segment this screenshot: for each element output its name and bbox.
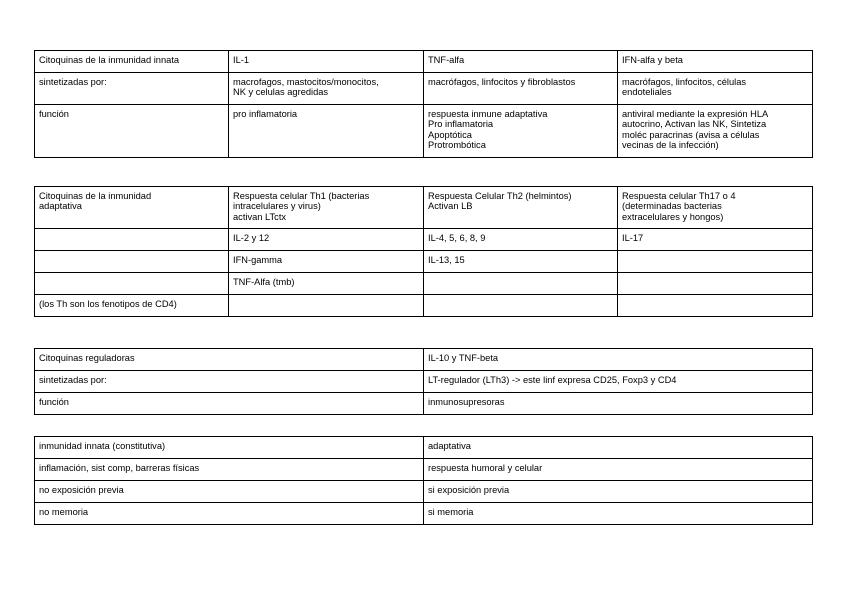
table-cell: IL-4, 5, 6, 8, 9	[424, 229, 618, 251]
table-cell	[424, 295, 618, 317]
table-cell: IFN-gamma	[229, 251, 424, 273]
table-row	[35, 295, 813, 317]
table-cell: LT-regulador (LTh3) -> este linf expresa CD25, Foxp3 y CD4	[424, 371, 813, 393]
table-cell: IL-2 y 12	[229, 229, 424, 251]
table-cell: función	[35, 105, 229, 158]
table-cell: macrofagos, mastocitos/monocitos, NK y celulas agredidas	[229, 73, 424, 105]
table-row	[35, 371, 813, 393]
table-row	[35, 503, 813, 525]
table-cell	[618, 273, 813, 295]
table-cell: IL-17	[618, 229, 813, 251]
table-cell: antiviral mediante la expresión HLA autocrino, Activan las NK, Sintetiza moléc paracrinas (avisa a células vecinas de la infección)	[618, 105, 813, 158]
table-cell: Citoquinas reguladoras	[35, 349, 424, 371]
table-cell	[229, 295, 424, 317]
table-cell: Respuesta Celular Th2 (helmintos) Activan LB	[424, 187, 618, 229]
table-cell: IL-10 y TNF-beta	[424, 349, 813, 371]
table-cell: Respuesta celular Th17 o 4 (determinadas bacterias extracelulares y hongos)	[618, 187, 813, 229]
table-cell: si memoria	[424, 503, 813, 525]
table-cell: (los Th son los fenotipos de CD4)	[35, 295, 229, 317]
table-cell	[618, 251, 813, 273]
table-cell: TNF-alfa	[424, 51, 618, 73]
table-row	[35, 51, 813, 73]
table-row	[35, 437, 813, 459]
table-cell: inflamación, sist comp, barreras físicas	[35, 459, 424, 481]
table-cell: IL-1	[229, 51, 424, 73]
table-cell: respuesta humoral y celular	[424, 459, 813, 481]
regulatory-cytokines-table	[34, 348, 813, 415]
table-cell: si exposición previa	[424, 481, 813, 503]
table-cell: respuesta inmune adaptativa Pro inflamatoria Apoptótica Protrombótica	[424, 105, 618, 158]
table-cell	[35, 251, 229, 273]
table-cell	[35, 229, 229, 251]
innate-cytokines-table	[34, 50, 813, 158]
table-row	[35, 481, 813, 503]
table-cell: no exposición previa	[35, 481, 424, 503]
table-cell: macrófagos, linfocitos, células endoteliales	[618, 73, 813, 105]
table-cell: pro inflamatoria	[229, 105, 424, 158]
table-row	[35, 73, 813, 105]
adaptive-cytokines-table	[34, 186, 813, 317]
table-row	[35, 229, 813, 251]
table-row	[35, 349, 813, 371]
immunity-comparison-table	[34, 436, 813, 525]
table-cell: adaptativa	[424, 437, 813, 459]
table-row	[35, 105, 813, 158]
table-row	[35, 251, 813, 273]
table-cell: inmunosupresoras	[424, 393, 813, 415]
table-cell: Citoquinas de la inmunidad adaptativa	[35, 187, 229, 229]
table-cell	[35, 273, 229, 295]
table-cell: Respuesta celular Th1 (bacterias intracelulares y virus) activan LTctx	[229, 187, 424, 229]
table-cell: IL-13, 15	[424, 251, 618, 273]
table-row	[35, 393, 813, 415]
table-cell: sintetizadas por:	[35, 371, 424, 393]
table-cell	[424, 273, 618, 295]
table-cell: inmunidad innata (constitutiva)	[35, 437, 424, 459]
table-cell: Citoquinas de la inmunidad innata	[35, 51, 229, 73]
table-cell: IFN-alfa y beta	[618, 51, 813, 73]
table-cell: función	[35, 393, 424, 415]
table-cell: sintetizadas por:	[35, 73, 229, 105]
table-row	[35, 459, 813, 481]
table-row	[35, 187, 813, 229]
table-cell: TNF-Alfa (tmb)	[229, 273, 424, 295]
table-row	[35, 273, 813, 295]
table-cell: macrófagos, linfocitos y fibroblastos	[424, 73, 618, 105]
table-cell: no memoria	[35, 503, 424, 525]
table-cell	[618, 295, 813, 317]
